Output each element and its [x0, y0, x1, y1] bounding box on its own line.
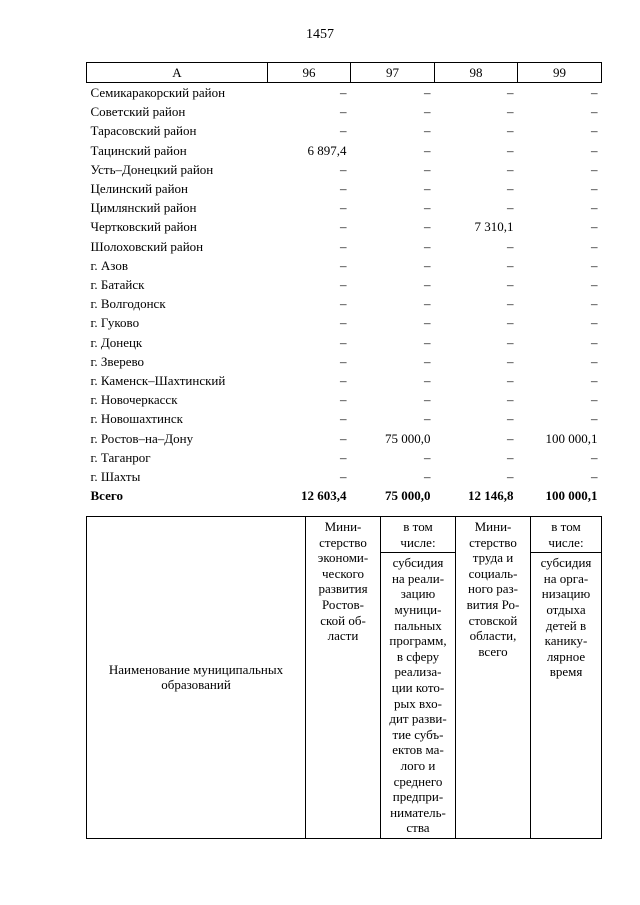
value-cell: –	[424, 315, 431, 331]
value-cell: –	[424, 85, 431, 100]
value-cell: 75 000,0	[385, 430, 431, 446]
value-cell: –	[591, 104, 598, 120]
municipality-name: Целинский район	[90, 181, 188, 197]
municipality-name: г. Каменск–Шахтинский	[90, 373, 226, 389]
value-cell: –	[591, 277, 598, 293]
value-cell: –	[340, 219, 347, 235]
table-row	[87, 390, 602, 409]
value-cell: 12 146,8	[468, 488, 514, 504]
ministry-labor-header	[456, 517, 531, 839]
value-cell: –	[507, 353, 514, 369]
value-cell: –	[424, 104, 431, 120]
value-cell: –	[424, 142, 431, 158]
value-cell: –	[507, 142, 514, 158]
ministry-economic-label: Мини- стерство экономи- ческого развития Ростов- ской об- ласти	[317, 519, 369, 644]
value-cell: –	[424, 123, 431, 139]
table-row	[87, 217, 602, 236]
municipality-name: Тацинский район	[90, 142, 187, 158]
table-row	[87, 313, 602, 332]
value-cell: –	[424, 219, 431, 235]
value-cell: –	[340, 238, 347, 254]
value-cell: –	[424, 469, 431, 485]
value-cell: –	[591, 334, 598, 350]
value-cell: 100 000,1	[545, 488, 598, 504]
table-row	[87, 333, 602, 352]
table-row	[87, 371, 602, 390]
table-row	[87, 429, 602, 448]
value-cell: –	[340, 392, 347, 408]
municipality-name: г. Новошахтинск	[90, 411, 183, 427]
table-row	[87, 179, 602, 198]
value-cell: –	[507, 373, 514, 389]
value-cell: –	[507, 85, 514, 100]
value-cell: –	[424, 411, 431, 427]
value-cell: –	[340, 123, 347, 139]
column-header: 98	[435, 63, 518, 83]
value-cell: 12 603,4	[301, 488, 347, 504]
value-cell: –	[507, 200, 514, 216]
value-cell: –	[591, 392, 598, 408]
value-cell: –	[424, 449, 431, 465]
value-cell: –	[424, 373, 431, 389]
table-row	[87, 160, 602, 179]
value-cell: –	[591, 469, 598, 485]
value-cell: –	[507, 181, 514, 197]
value-cell: –	[424, 277, 431, 293]
header-table	[86, 516, 602, 839]
value-cell: –	[340, 277, 347, 293]
ministry-labor-label: Мини- стерство труда и социаль- ного раз- вития Ро- стовской области, всего	[466, 519, 520, 659]
table-row	[87, 102, 602, 121]
municipality-name: г. Волгодонск	[90, 296, 166, 312]
value-cell: –	[340, 200, 347, 216]
municipality-name: г. Батайск	[90, 277, 145, 293]
subsidy-business-label: субсидия на реали- зацию муници- пальных программ, в сферу реализа- ции кото- рых вхо- дит разви- тие субъ- ектов ма- лого и среднего предпри- ниматель- ства	[381, 552, 455, 838]
value-cell: –	[424, 296, 431, 312]
including-label-1: в том числе:	[400, 519, 436, 550]
table-header-row	[87, 63, 602, 83]
municipality-name: г. Таганрог	[90, 449, 151, 465]
municipality-name: г. Зверево	[90, 353, 145, 369]
municipality-name-header: Наименование муниципальных образований	[87, 517, 306, 839]
value-cell: –	[340, 296, 347, 312]
including-label-2: в том числе:	[548, 519, 584, 550]
municipality-name: г. Ростов–на–Дону	[90, 430, 194, 446]
value-cell: –	[591, 123, 598, 139]
page-number: 1457	[306, 27, 334, 42]
municipality-name: г. Шахты	[90, 469, 141, 485]
value-cell: –	[507, 411, 514, 427]
municipality-name: Советский район	[90, 104, 186, 120]
municipality-name: г. Гуково	[90, 315, 140, 331]
value-cell: –	[340, 257, 347, 273]
value-cell: –	[340, 315, 347, 331]
value-cell: –	[591, 200, 598, 216]
value-cell: –	[507, 430, 514, 446]
total-row	[87, 486, 602, 505]
municipality-name: Семикаракорский район	[90, 85, 226, 100]
value-cell: –	[591, 373, 598, 389]
value-cell: –	[424, 353, 431, 369]
municipality-name: Всего	[90, 488, 123, 504]
value-cell: –	[340, 411, 347, 427]
municipality-name: Цимлянский район	[90, 200, 197, 216]
value-cell: –	[591, 411, 598, 427]
value-cell: –	[340, 334, 347, 350]
table-row	[87, 83, 602, 103]
municipality-name: Тарасовский район	[90, 123, 197, 139]
value-cell: –	[424, 334, 431, 350]
value-cell: –	[591, 219, 598, 235]
value-cell: –	[507, 277, 514, 293]
value-cell: –	[424, 257, 431, 273]
municipality-name: г. Азов	[90, 257, 128, 273]
municipality-name: г. Новочеркасск	[90, 392, 178, 408]
value-cell: 75 000,0	[385, 488, 431, 504]
value-cell: –	[424, 161, 431, 177]
value-cell: –	[507, 296, 514, 312]
value-cell: –	[424, 200, 431, 216]
value-cell: –	[424, 238, 431, 254]
value-cell: –	[507, 315, 514, 331]
value-cell: –	[340, 85, 347, 100]
table-row	[87, 198, 602, 217]
value-cell: –	[424, 181, 431, 197]
subsidy-children-label: субсидия на орга- низацию отдыха детей в канику- лярное время	[531, 552, 601, 682]
value-cell: –	[340, 430, 347, 446]
table-row	[87, 294, 602, 313]
value-cell: –	[507, 469, 514, 485]
value-cell: –	[591, 296, 598, 312]
value-cell: –	[340, 181, 347, 197]
value-cell: –	[340, 469, 347, 485]
value-cell: –	[340, 161, 347, 177]
value-cell: –	[507, 334, 514, 350]
value-cell: –	[591, 238, 598, 254]
column-header: 97	[351, 63, 435, 83]
value-cell: –	[424, 392, 431, 408]
including-header-1	[381, 517, 456, 839]
table-row	[87, 352, 602, 371]
table-row	[87, 275, 602, 294]
municipality-name: Шолоховский район	[90, 238, 204, 254]
value-cell: –	[507, 257, 514, 273]
column-header: 99	[518, 63, 602, 83]
table-row	[87, 256, 602, 275]
value-cell: –	[591, 353, 598, 369]
column-header: 96	[268, 63, 351, 83]
value-cell: –	[340, 104, 347, 120]
table-row	[87, 467, 602, 486]
value-cell: 6 897,4	[307, 142, 347, 158]
municipality-name: г. Донецк	[90, 334, 143, 350]
value-cell: –	[591, 315, 598, 331]
value-cell: –	[591, 142, 598, 158]
value-cell: –	[591, 181, 598, 197]
value-cell: –	[507, 449, 514, 465]
value-cell: –	[507, 104, 514, 120]
value-cell: –	[507, 392, 514, 408]
value-cell: –	[507, 161, 514, 177]
municipality-name: Чертковский район	[90, 219, 197, 235]
table-row	[87, 409, 602, 428]
value-cell: –	[591, 85, 598, 100]
value-cell: 7 310,1	[474, 219, 514, 235]
value-cell: –	[591, 161, 598, 177]
including-header-2	[531, 517, 602, 839]
municipality-name: Усть–Донецкий район	[90, 161, 214, 177]
value-cell: –	[591, 449, 598, 465]
value-cell: 100 000,1	[545, 430, 598, 446]
value-cell: –	[340, 449, 347, 465]
subsidy-table	[86, 62, 602, 505]
table-row	[87, 237, 602, 256]
table-row	[87, 448, 602, 467]
value-cell: –	[507, 238, 514, 254]
value-cell: –	[340, 373, 347, 389]
ministry-economic-header	[306, 517, 381, 839]
value-cell: –	[340, 353, 347, 369]
value-cell: –	[507, 123, 514, 139]
table-row	[87, 141, 602, 160]
value-cell: –	[591, 257, 598, 273]
table-row	[87, 121, 602, 140]
column-header: А	[87, 63, 268, 83]
